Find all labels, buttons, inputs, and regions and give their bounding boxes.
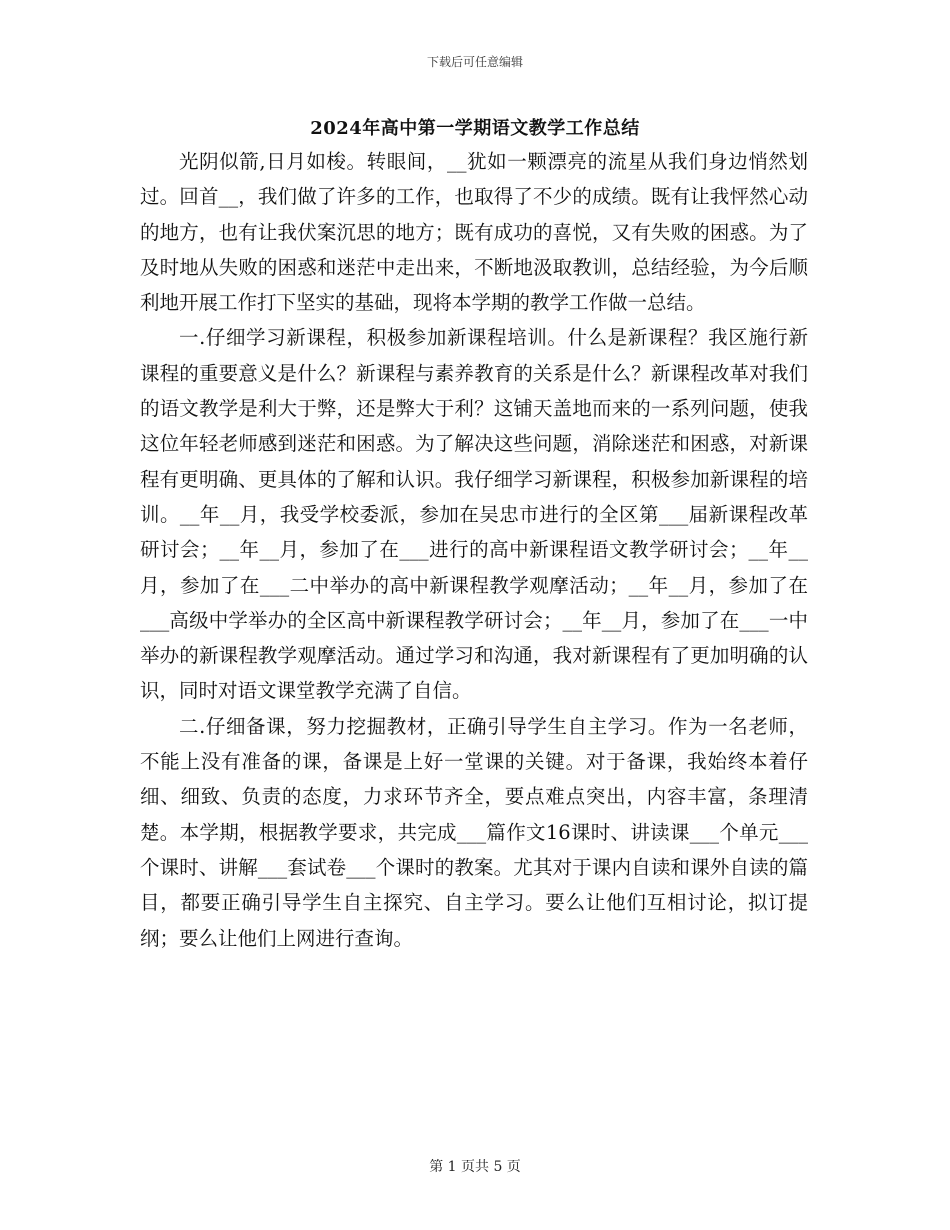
- download-edit-note: 下载后可任意编辑: [426, 55, 523, 69]
- page-number: 第 1 页共 5 页: [429, 1159, 521, 1175]
- paragraph-section-one: 一.仔细学习新课程，积极参加新课程培训。什么是新课程？我区施行新课程的重要意义是什么？新课程与素养教育的关系是什么？新课程改革对我们的语文教学是利大于弊，还是弊大于利？这铺天盖地而来的一系列问题，使我这位年轻老师感到迷茫和困惑。为了解决这些问题，消除迷茫和困惑，对新课程有更明确、更具体的了解和认识。我仔细学习新课程，积极参加新课程的培训。__年__月，我受学校委派，参加在吴忠市进行的全区第___届新课程改革研讨会；__年__月，参加了在___进行的高中新课程语文教学研讨会；__年__月，参加了在___二中举办的高中新课程教学观摩活动；__年__月，参加了在___高级中学举办的全区高中新课程教学研讨会；__年__月，参加了在___一中举办的新课程教学观摩活动。通过学习和沟通，我对新课程有了更加明确的认识，同时对语文课堂教学充满了自信。: [140, 326, 808, 703]
- document-body: [140, 144, 808, 956]
- paragraph-intro: 光阴似箭,日月如梭。转眼间，__犹如一颗漂亮的流星从我们身边悄然划过。回首__，我们做了许多的工作，也取得了不少的成绩。既有让我怦然心动的地方，也有让我伏案沉思的地方；既有成功的喜悦，又有失败的困惑。为了及时地从失败的困惑和迷茫中走出来，不断地汲取教训，总结经验，为今后顺利地开展工作打下坚实的基础，现将本学期的教学工作做一总结。: [140, 150, 808, 315]
- document-title: 2024年高中第一学期语文教学工作总结: [310, 118, 640, 139]
- paragraph-section-two: 二.仔细备课，努力挖掘教材，正确引导学生自主学习。作为一名老师，不能上没有准备的课，备课是上好一堂课的关键。对于备课，我始终本着仔细、细致、负责的态度，力求环节齐全，要点难点突出，内容丰富，条理清楚。本学期，根据教学要求，共完成___篇作文16课时、讲读课___个单元___个课时、讲解___套试卷___个课时的教案。尤其对于课内自读和课外自读的篇目，都要正确引导学生自主探究、自主学习。要么让他们互相讨论，拟订提纲；要么让他们上网进行查询。: [140, 714, 808, 950]
